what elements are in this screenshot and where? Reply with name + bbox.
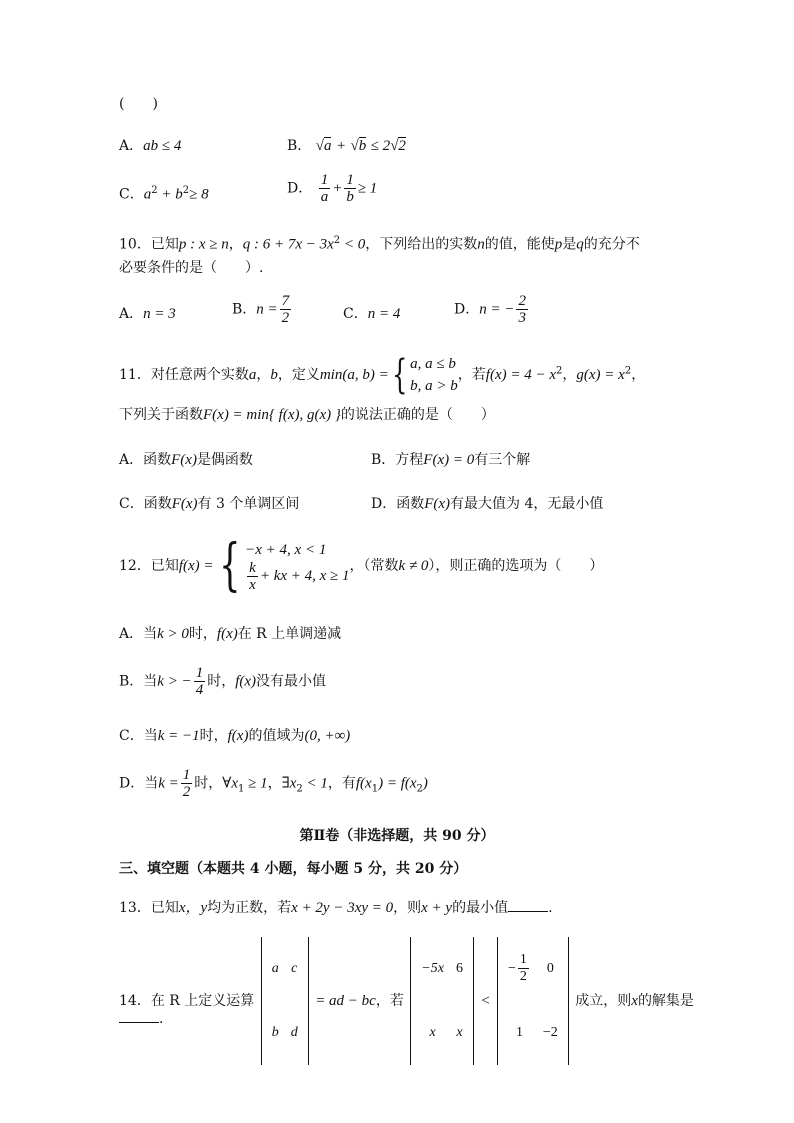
q9-option-a[interactable]: A．ab ≤ 4 — [119, 138, 182, 154]
section-title: 第Ⅱ卷（非选择题，共 90 分） — [299, 828, 495, 844]
q11-option-d[interactable]: D．函数F(x)有最大值为 4，无最小值 — [371, 496, 604, 512]
q12-stem: 12．已知f(x) = { −x + 4, x < 1 $\frac{k}{x}$ + kx + 4, x ≥ 1 ，（常数k ≠ 0），则正确的选项为（ ） — [119, 533, 604, 598]
q10-option-b[interactable]: B．n = $\frac{7}{2}$ — [232, 293, 290, 326]
q12-option-b[interactable]: B．当k > − $\frac{1}{4}$ 时，f(x)没有最小值 — [119, 665, 327, 698]
q9-option-b[interactable]: B． √a + √b ≤ 2√2 — [287, 138, 406, 154]
q12-option-c[interactable]: C．当k = −1时，f(x)的值域为(0, +∞) — [119, 728, 351, 744]
q9-paren: ( ) — [119, 96, 158, 112]
q11-option-b[interactable]: B．方程F(x) = 0有三个解 — [371, 452, 531, 468]
determinant-abcd: a c b d — [261, 937, 309, 1065]
q14-answer-blank[interactable] — [119, 1008, 159, 1023]
q10-option-d[interactable]: D．n = − $\frac{2}{3}$ — [454, 293, 526, 326]
q10-stem: 10．已知p : x ≥ n，q : $6 + 7x - 3x^2 < 0$，下列给出的实数n的值，能使p是q的充分不 — [119, 235, 640, 253]
q12-option-a[interactable]: A．当k > 0时，f(x)在 R 上单调递减 — [119, 626, 342, 642]
part-three-heading: 三、填空题（本题共 4 小题，每小题 5 分，共 20 分） — [119, 861, 468, 877]
q9-option-c[interactable]: C．$a^2 + b^2\ge 8$ — [119, 185, 209, 203]
q12-option-d[interactable]: D．当k = $\frac{1}{2}$ 时，$\forall x_1 \ge 1$，$\exists x_2 < 1$，有$f(x_1) = f(x_2)$ — [119, 767, 428, 800]
q11-stem: 11．对任意两个实数a，b，定义min(a, b) = { a, a ≤ b b, a > b ，若$f(x) = 4 - x^2$，$g(x) = x^2$， — [119, 352, 646, 398]
determinant-right: − $\frac{1}{2}$ 0 1 −2 — [497, 937, 569, 1065]
q10-option-c[interactable]: C．n = 4 — [343, 306, 401, 322]
q10-option-a[interactable]: A．n = 3 — [119, 306, 176, 322]
q14-answer-line: . — [119, 1008, 163, 1028]
q9-option-d[interactable]: D． $\frac{1}{a}$ + $\frac{1}{b}$ ≥ 1 — [287, 172, 378, 205]
q11-option-a[interactable]: A．函数F(x)是偶函数 — [119, 452, 253, 468]
determinant-left: −5x 6 x x — [410, 937, 474, 1065]
q14-stem: 14．在 R 上定义运算 a c b d = ad − bc，若 −5x 6 x x < − $\frac{1}{2}$ 0 1 −2 成立，则x的解集是 — [119, 937, 694, 1065]
q11-option-c[interactable]: C．函数F(x)有 3 个单调区间 — [119, 496, 300, 512]
q10-stem-line2: 必要条件的是（ ）. — [119, 260, 264, 276]
q13-stem: 13．已知x，y均为正数，若x + 2y − 3xy = 0，则x + y的最小值 . — [119, 897, 553, 917]
q13-answer-blank[interactable] — [508, 897, 548, 912]
q11-stem-line2: 下列关于函数F(x) = min{ f(x), g(x) }的说法正确的是（ ） — [119, 407, 495, 423]
